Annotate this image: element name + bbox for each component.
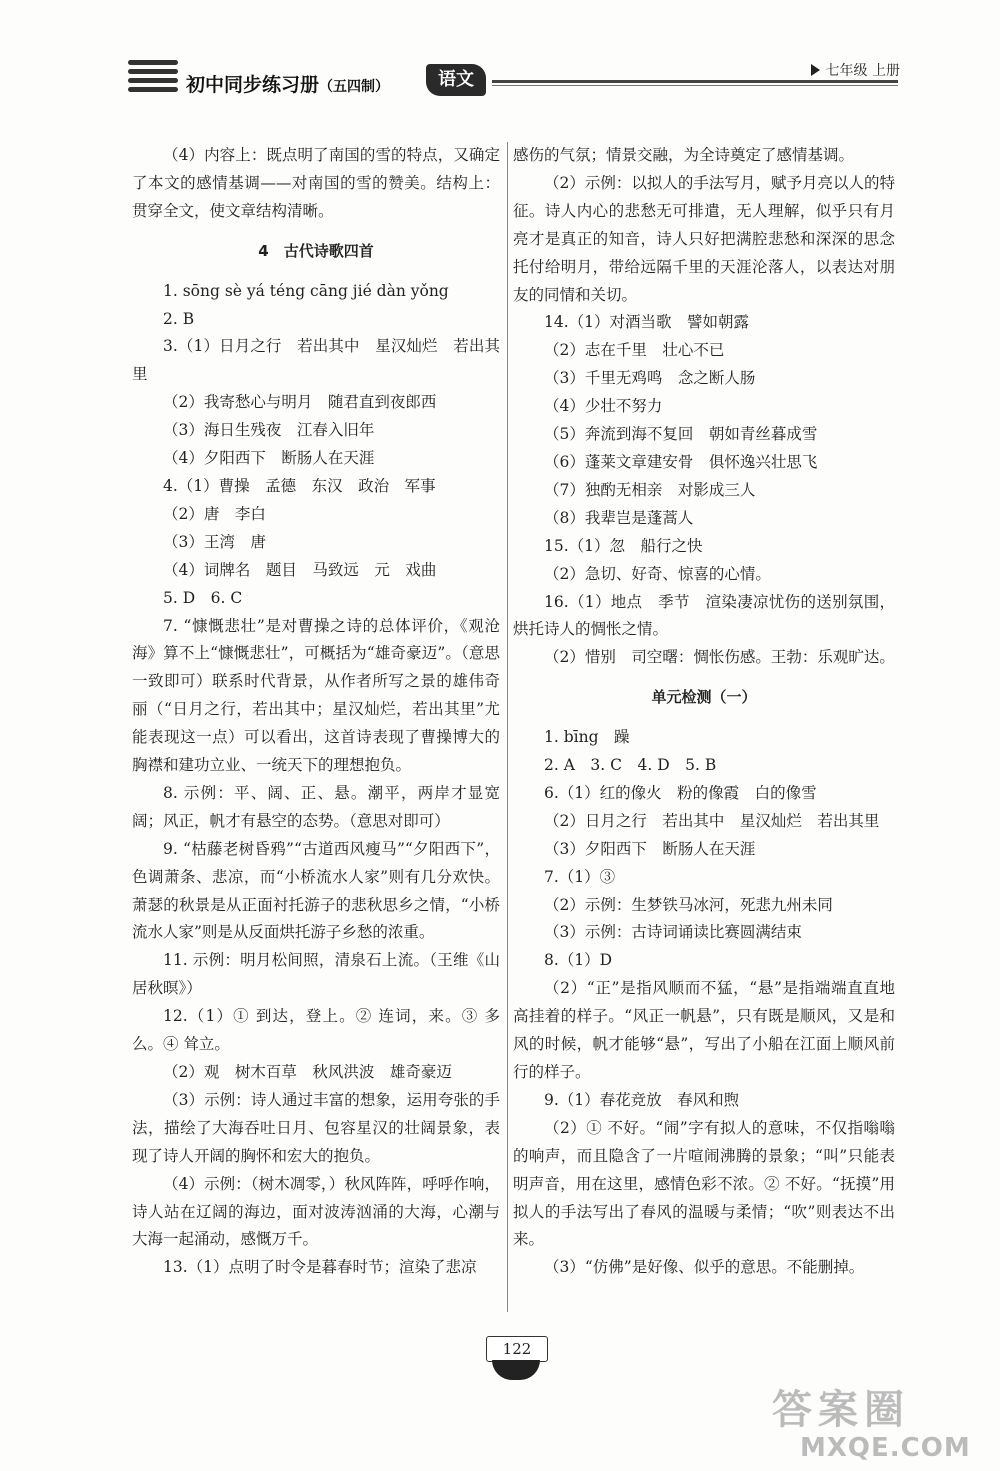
edition-text: （五四制） bbox=[319, 79, 390, 95]
answer-line: （2）急切、好奇、惊喜的心情。 bbox=[544, 564, 771, 583]
answer-line: 16.（1）地点 季节 渲染凄凉忧伤的送别氛围，烘托诗人的惆怅之情。 bbox=[513, 592, 895, 639]
answer-line: （3）示例：诗人通过丰富的想象，运用夸张的手法，描绘了大海吞吐日月、包容星汉的壮阔景象，表现了诗人开阔的胸怀和宏大的抱负。 bbox=[132, 1090, 500, 1165]
answer-line: （3）夕阳西下 断肠人在天涯 bbox=[544, 839, 756, 858]
answer-line: （3）王湾 唐 bbox=[163, 532, 266, 551]
answer-line: （2）惜别 司空曙：惆怅伤感。王勃：乐观旷达。 bbox=[544, 648, 895, 667]
answer-line: 2. B bbox=[163, 309, 195, 328]
play-triangle-icon bbox=[811, 64, 820, 76]
answer-line: （2）示例：生梦铁马冰河，死悲九州未同 bbox=[544, 895, 833, 914]
answer-line: 1. sōng sè yá téng cāng jié dàn yǒng bbox=[163, 281, 449, 300]
answer-paragraph: （4）内容上：既点明了南国的雪的特点，又确定了本文的感情基调——对南国的雪的赞美。结构上：贯穿全文，使文章结构清晰。 bbox=[132, 146, 500, 220]
page-number: 122 bbox=[486, 1336, 548, 1362]
answer-line: 14.（1）对酒当歌 譬如朝露 bbox=[544, 313, 750, 332]
answer-line: 11. 示例：明月松间照，清泉石上流。（王维《山居秋暝》） bbox=[132, 951, 500, 998]
answer-line: （4）词牌名 题目 马致远 元 戏曲 bbox=[163, 560, 437, 579]
graduation-cap-icon bbox=[492, 1360, 540, 1380]
answer-line: 7. “慷慨悲壮”是对曹操之诗的总体评价，《观沧海》算不上“慷慨悲壮”，可概括为“雄奇豪迈”。（意思一致即可）联系时代背景，从作者所写之景的雄伟奇丽（“日月之行，若出其中；星汉灿烂，若出其里”尤能表现这一点）可以看出，这首诗表现了曹操博大的胸襟和建功立业、一统天下的理想抱负。 bbox=[132, 616, 500, 775]
watermark-url: MXQE.COM bbox=[800, 1433, 971, 1463]
section-heading: 单元检测（一） bbox=[651, 688, 757, 707]
answer-line: （3）“仿佛”是好像、似乎的意思。不能删掉。 bbox=[544, 1258, 865, 1277]
answer-line: 15.（1）忽 船行之快 bbox=[544, 536, 703, 555]
answer-line: （2）我寄愁心与明月 随君直到夜郎西 bbox=[163, 393, 437, 412]
answer-line: （3）示例：古诗词诵读比赛圆满结束 bbox=[544, 923, 802, 942]
header-rule-thin bbox=[492, 85, 898, 86]
answer-line: （7）独酌无相亲 对影成三人 bbox=[544, 480, 756, 499]
right-column bbox=[513, 142, 895, 1282]
page-number-badge bbox=[478, 1336, 554, 1384]
grade-label bbox=[811, 60, 900, 80]
answer-line: （2）“正”是指风顺而不猛，“悬”是指端端直直地高挂着的样子。“风正一帆悬”，只有既是顺风，又是和风的时候，帆才能够“悬”，写出了小船在江面上顺风前行的样子。 bbox=[513, 979, 895, 1081]
answer-line: 4.（1）曹操 孟德 东汉 政治 军事 bbox=[163, 476, 436, 495]
answer-line: 3.（1）日月之行 若出其中 星汉灿烂 若出其里 bbox=[132, 337, 500, 384]
answer-continuation: 感伤的气氛；情景交融，为全诗奠定了感情基调。 bbox=[513, 146, 855, 164]
answer-line: （3）海日生残夜 江春入旧年 bbox=[163, 421, 375, 440]
answer-line: （4）少壮不努力 bbox=[544, 397, 663, 416]
site-watermark bbox=[772, 1378, 972, 1463]
answer-line: （2）日月之行 若出其中 星汉灿烂 若出其里 bbox=[544, 811, 880, 830]
answer-line: （2）示例：以拟人的手法写月，赋予月亮以人的特征。诗人内心的悲愁无可排遣，无人理解，似乎只有月亮才是真正的知音，诗人只好把满腔悲愁和深深的思念托付给明月，带给远隔千里的天涯沦落人，以表达对朋友的同情和关切。 bbox=[513, 173, 895, 304]
book-logo-icon bbox=[128, 60, 178, 104]
answer-line: （2）志在千里 壮心不已 bbox=[544, 341, 725, 360]
answer-line: 12.（1）① 到达，登上。② 连词，来。③ 多么。④ 耸立。 bbox=[132, 1007, 500, 1054]
answer-line: 6.（1）红的像火 粉的像霞 白的像雪 bbox=[544, 783, 817, 802]
answer-line: 9.（1）春花竞放 春风和煦 bbox=[544, 1090, 740, 1109]
column-divider bbox=[507, 142, 508, 1312]
answer-line: 9. “枯藤老树昏鸦”“古道西风瘦马”“夕阳西下”，色调萧条、悲凉，而“小桥流水人家”则有几分欢快。萧瑟的秋景是从正面衬托游子的悲秋思乡之情，“小桥流水人家”则是从反面烘托游子乡愁的浓重。 bbox=[132, 839, 500, 942]
answer-line: （5）奔流到海不复回 朝如青丝暮成雪 bbox=[544, 425, 818, 444]
header-rule bbox=[492, 80, 898, 83]
answer-line: 8.（1）D bbox=[544, 951, 613, 970]
answer-line: （2）唐 李白 bbox=[163, 504, 266, 523]
answer-line: 7.（1）③ bbox=[544, 867, 616, 886]
answer-line: 8. 示例：平、阔、正、悬。潮平，两岸才显宽阔；风正，帆才有悬空的态势。（意思对即可） bbox=[132, 783, 500, 830]
grade-text: 七年级 上册 bbox=[825, 63, 900, 79]
section-heading: 4 古代诗歌四首 bbox=[258, 241, 374, 260]
answer-line: 1. bīng 躁 bbox=[544, 728, 630, 747]
answer-line: 5. D 6. C bbox=[163, 588, 243, 607]
answer-line: （2）观 树木百草 秋风洪波 雄奇豪迈 bbox=[163, 1063, 452, 1081]
left-column bbox=[132, 142, 500, 1282]
answer-line: （8）我辈岂是蓬蒿人 bbox=[544, 508, 694, 527]
answer-line: （4）示例：（树木凋零，）秋风阵阵，呼呼作响，诗人站在辽阔的海边，面对波涛汹涌的大海，心潮与大海一起涌动，感慨万千。 bbox=[132, 1174, 500, 1249]
answer-line: （3）千里无鸡鸣 念之断人肠 bbox=[544, 369, 756, 388]
answer-line: （6）蓬莱文章建安骨 俱怀逸兴壮思飞 bbox=[544, 452, 818, 471]
book-title bbox=[186, 70, 389, 97]
answer-line: （2）① 不好。“闹”字有拟人的意味，不仅指嗡嗡的响声，而且隐含了一片喧闹沸腾的景象；“叫”只能表明声音，用在这里，感情色彩不浓。② 不好。“抚摸”用拟人的手法写出了春风的温暖与柔情；“吹”则表达不出来。 bbox=[513, 1118, 895, 1249]
watermark-text: 答案圈 bbox=[772, 1387, 910, 1433]
page-header bbox=[128, 58, 900, 108]
subject-tag: 语文 bbox=[426, 64, 486, 96]
answer-line: 2. A 3. C 4. D 5. B bbox=[544, 756, 717, 775]
answer-line: 13.（1）点明了时令是暮春时节；渲染了悲凉 bbox=[163, 1258, 477, 1277]
book-title-text: 初中同步练习册 bbox=[186, 74, 320, 96]
answer-line: （4）夕阳西下 断肠人在天涯 bbox=[163, 449, 375, 468]
